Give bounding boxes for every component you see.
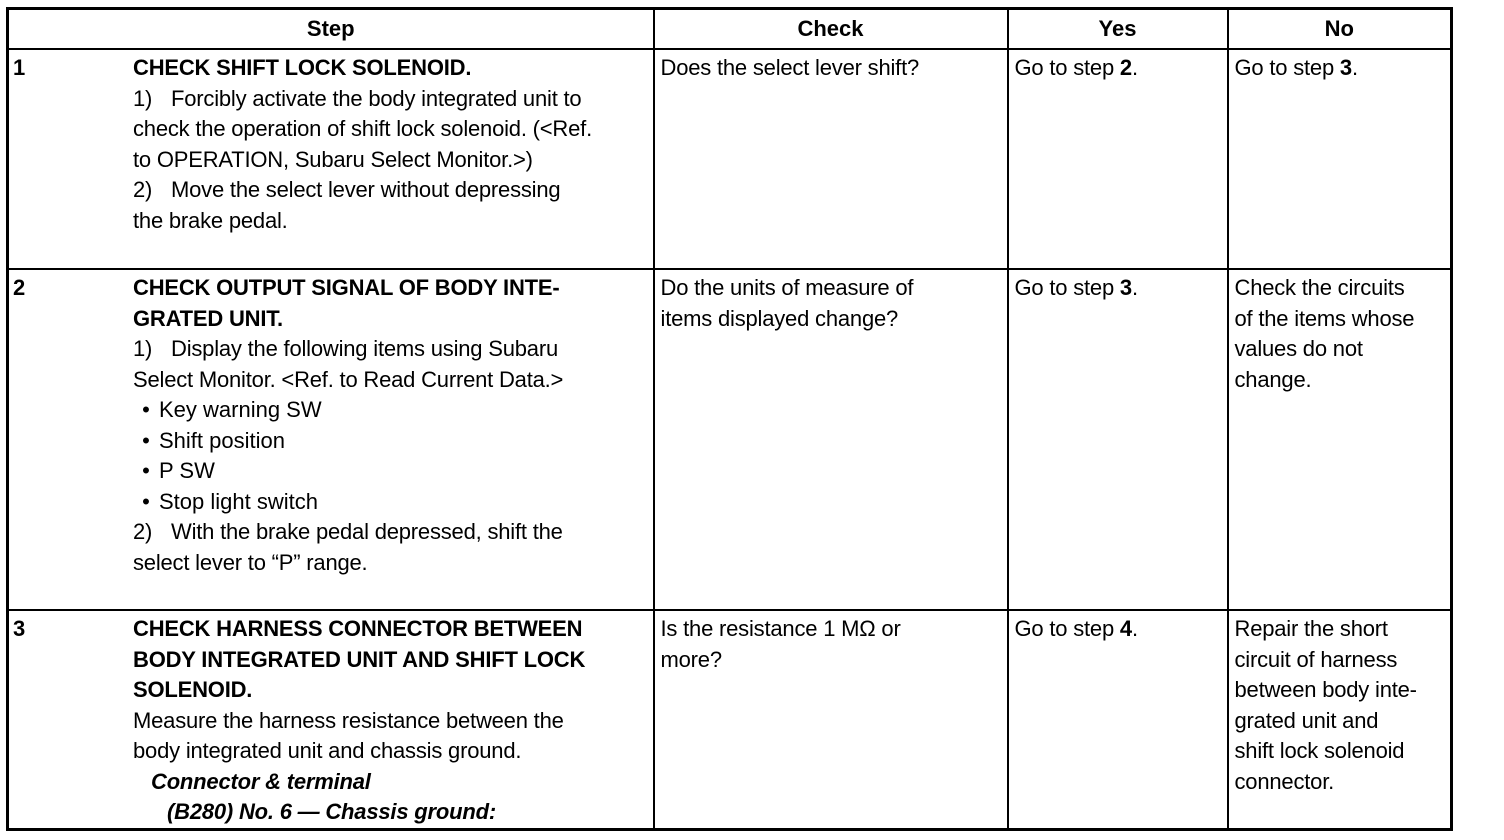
yes-action: Go to step 2. (1014, 55, 1138, 80)
step-instruction: 1) Display the following items using Subaru (133, 336, 558, 362)
list-item: • P SW (133, 456, 649, 487)
check-cell (654, 49, 1008, 269)
header-step: Step (8, 9, 654, 50)
step-number: 2 (13, 275, 26, 301)
step-title: GRATED UNIT. (133, 305, 283, 331)
no-cell (1228, 610, 1452, 829)
yes-cell (1008, 610, 1228, 829)
bullet-icon: • (142, 458, 150, 484)
step-cell (8, 610, 654, 829)
table-row (8, 49, 1452, 269)
step-title: CHECK OUTPUT SIGNAL OF BODY INTE- (133, 275, 560, 301)
step-number: 3 (13, 616, 26, 642)
step-instruction: select lever to “P” range. (133, 549, 368, 575)
no-action: Repair the short circuit of harness between body inte- grated unit and shift lock solenoid connector. (1234, 616, 1417, 794)
step-instruction: 2) Move the select lever without depressing (133, 177, 561, 202)
step-instruction: the brake pedal. (133, 207, 288, 233)
list-item: • Stop light switch (133, 487, 649, 518)
step-title: CHECK HARNESS CONNECTOR BETWEEN (133, 616, 583, 642)
step-instruction: check the operation of shift lock solenoid. (<Ref. (133, 116, 592, 141)
check-question: Is the resistance 1 MΩ or more? (660, 616, 901, 672)
list-item: • Shift position (133, 426, 649, 457)
step-instruction: 1) Forcibly activate the body integrated unit to (133, 85, 582, 111)
header-no: No (1228, 9, 1452, 50)
table-row (8, 610, 1452, 829)
bullet-icon: • (142, 488, 150, 514)
step-instruction: Measure the harness resistance between the (133, 707, 564, 733)
check-question: Does the select lever shift? (660, 55, 920, 80)
step-instruction: body integrated unit and chassis ground. (133, 738, 522, 764)
terminal-spec: (B280) No. 6 — Chassis ground: (167, 799, 496, 825)
header-yes: Yes (1008, 9, 1228, 50)
check-cell (654, 610, 1008, 829)
yes-cell (1008, 49, 1228, 269)
bullet-icon: • (142, 397, 150, 423)
step-title: BODY INTEGRATED UNIT AND SHIFT LOCK (133, 646, 586, 672)
bullet-icon: • (142, 427, 150, 453)
connector-label: Connector & terminal (151, 768, 371, 794)
no-action: Go to step 3. (1234, 55, 1358, 80)
step-number: 1 (13, 55, 26, 80)
step-title: SOLENOID. (133, 677, 253, 703)
check-question: Do the units of measure of items displayed change? (660, 275, 914, 331)
step-instruction: to OPERATION, Subaru Select Monitor.>) (133, 146, 533, 172)
no-cell (1228, 269, 1452, 610)
header-check: Check (654, 9, 1008, 50)
header-row (8, 9, 1452, 50)
step-instruction: Select Monitor. <Ref. to Read Current Data.> (133, 366, 564, 392)
step-instruction: 2) With the brake pedal depressed, shift the (133, 519, 563, 545)
no-action: Check the circuits of the items whose values do not change. (1234, 275, 1415, 392)
table-row (8, 269, 1452, 610)
step-cell (8, 269, 654, 610)
list-item: • Key warning SW (133, 395, 649, 426)
check-cell (654, 269, 1008, 610)
yes-action: Go to step 3. (1014, 275, 1138, 301)
yes-action: Go to step 4. (1014, 616, 1138, 642)
yes-cell (1008, 269, 1228, 610)
no-cell (1228, 49, 1452, 269)
step-title: CHECK SHIFT LOCK SOLENOID. (133, 55, 472, 80)
step-cell (8, 49, 654, 269)
diagnostic-table (6, 7, 1453, 831)
